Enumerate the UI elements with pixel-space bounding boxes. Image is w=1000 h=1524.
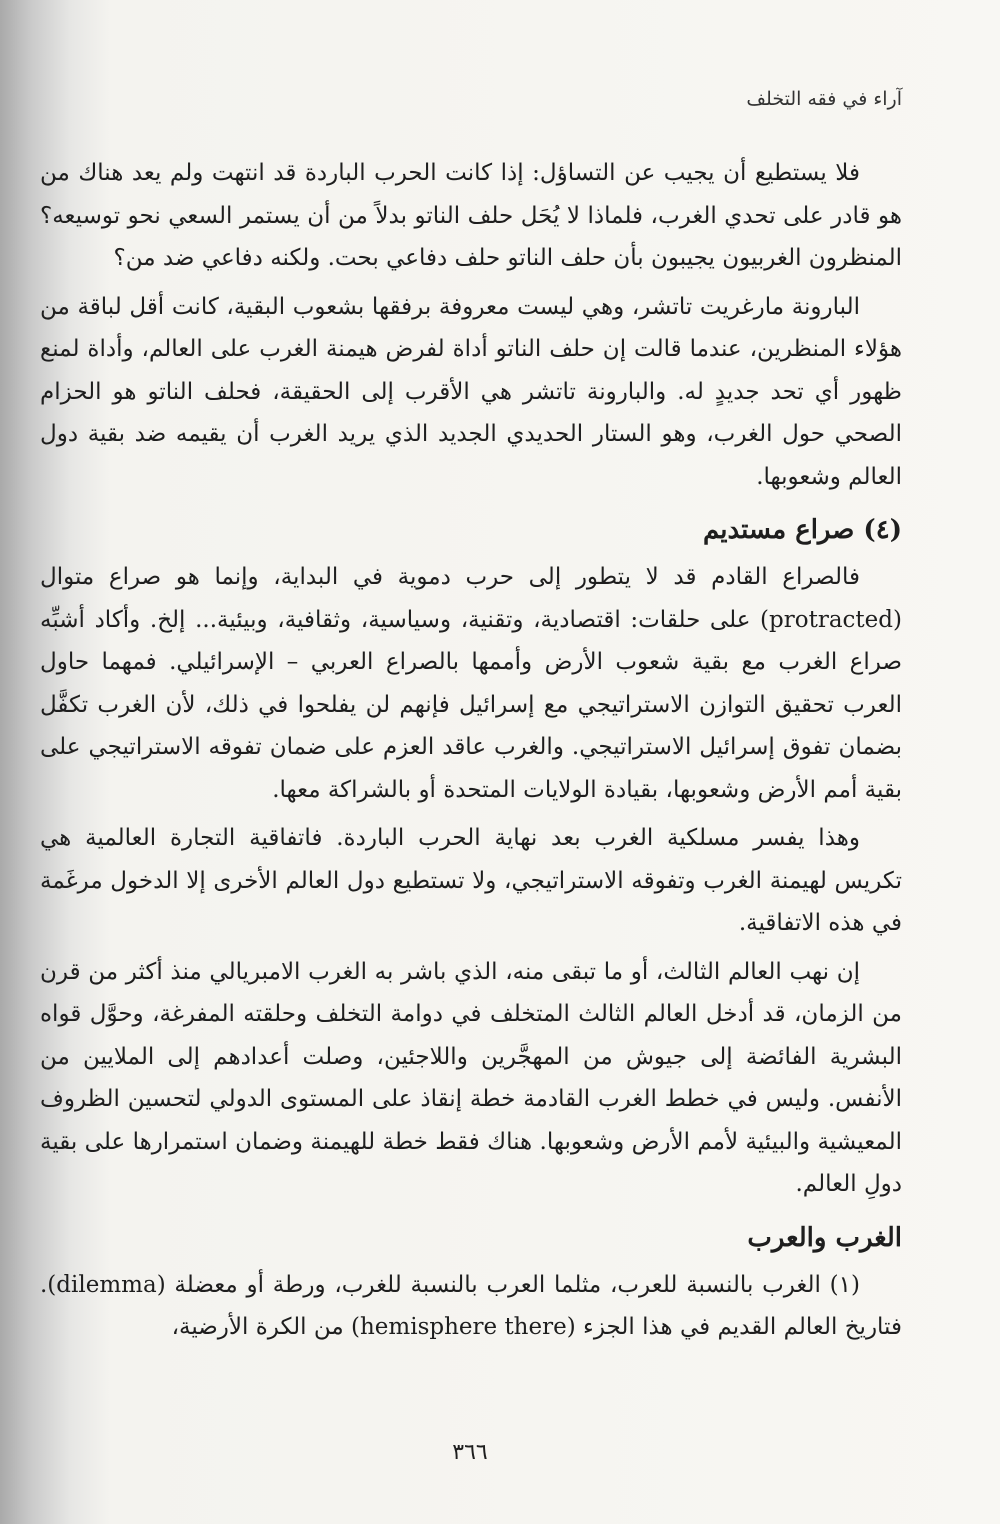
body-paragraph: (١) الغرب بالنسبة للعرب، مثلما العرب بالنسبة للغرب، ورطة أو معضلة (dilemma). فتاريخ العالم القديم في هذا الجزء (hemisphere there) من الكرة الأرضية، (40, 1271, 902, 1340)
section-heading: (٤) صراع مستديم (702, 515, 902, 545)
body-paragraph: فلا يستطيع أن يجيب عن التساؤل: إذا كانت الحرب الباردة قد انتهت ولم يعد هناك من هو قادر على تحدي الغرب، فلماذا لا يُحَل حلف الناتو بدلاً من أن يستمر السعي نحو توسيعه؟ المنظرون الغربيون يجيبون بأن حلف الناتو حلف دفاعي بحت. ولكنه دفاعي ضد من؟ (40, 160, 902, 271)
body-paragraph: إن نهب العالم الثالث، أو ما تبقى منه، الذي باشر به الغرب الامبريالي منذ أكثر من قرن من الزمان، قد أدخل العالم الثالث المتخلف في دوامة التخلف وحلقته المفرغة، وحوَّل قواه البشرية الفائضة إلى جيوش من المهجَّرين واللاجئين، وصلت أعدادهم إلى الملايين من الأنفس. وليس في خطط الغرب القادمة خطة إنقاذ على المستوى الدولي لتحسين الظروف المعيشية والبيئية لأمم الأرض وشعوبها. هناك فقط خطة للهيمنة وضمان استمرارها على بقية دولِ العالم. (40, 958, 902, 1197)
page-body (40, 152, 902, 1355)
page-number: ٣٦٦ (452, 1440, 488, 1465)
section-heading: الغرب والعرب (747, 1222, 902, 1253)
body-paragraph: وهذا يفسر مسلكية الغرب بعد نهاية الحرب الباردة. فاتفاقية التجارة العالمية هي تكريس لهيمنة الغرب وتفوقه الاستراتيجي، ولا تستطيع دول العالم الأخرى إلا الدخول مرغَمة في هذه الاتفاقية. (40, 825, 902, 936)
body-paragraph: فالصراع القادم قد لا يتطور إلى حرب دموية في البداية، وإنما هو صراع متوال (protracted) على حلقات: اقتصادية، وتقنية، وسياسية، وثقافية، وبيئية... إلخ. وأكاد أشبِّه صراع الغرب مع بقية شعوب الأرض وأممها بالصراع العربي – الإسرائيلي. فمهما حاول العرب تحقيق التوازن الاستراتيجي مع إسرائيل فإنهم لن يفلحوا في ذلك، لأن الغرب تكفَّل بضمان تفوق إسرائيل الاستراتيجي. والغرب عاقد العزم على ضمان تفوقه الاستراتيجي على بقية أمم الأرض وشعوبها، بقيادة الولايات المتحدة أو بالشراكة معها. (40, 564, 902, 803)
running-head: آراء في فقه التخلف (746, 88, 902, 110)
body-paragraph: البارونة مارغريت تاتشر، وهي ليست معروفة برفقها بشعوب البقية، كانت أقل لباقة من هؤلاء المنظرين، عندما قالت إن حلف الناتو أداة لفرض هيمنة الغرب على العالم، وأداة لمنع ظهور أي تحد جديدٍ له. والبارونة تاتشر هي الأقرب إلى الحقيقة، فحلف الناتو هو الحزام الصحي حول الغرب، وهو الستار الحديدي الجديد الذي يريد الغرب أن يقيمه ضد بقية دول العالم وشعوبها. (40, 293, 902, 490)
